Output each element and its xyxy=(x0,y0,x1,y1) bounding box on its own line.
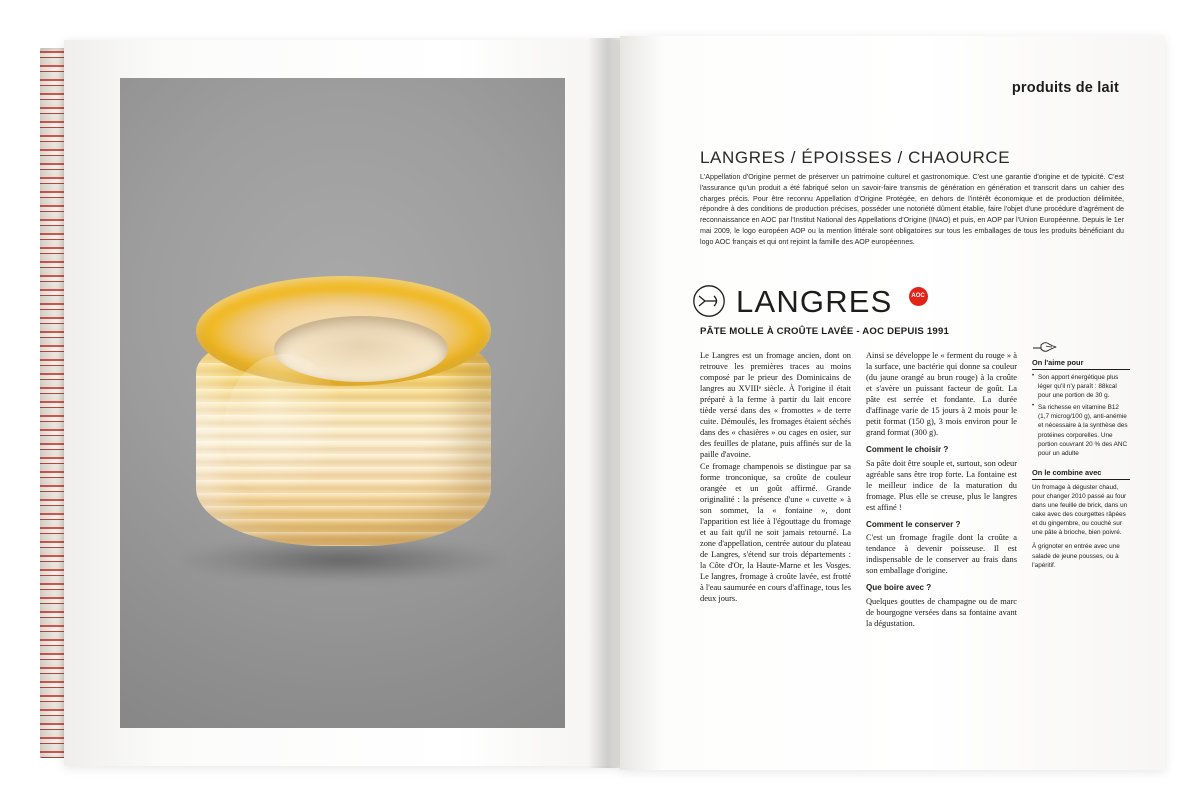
subheading-choisir: Comment le choisir ? xyxy=(866,445,949,454)
paragraph: Le Langres est un fromage ancien, dont on retrouve les premières traces au moins composé par le prieur des Dominicains de langres au XVIIIᵉ siècle. À l'origine il était préparé à la ferme à partir du lait encore tiède versé dans des « fromottes » de terre cuite. Démoulés, les fromages étaient séchés dans des « chasières » ou cages en osier, sur des feuilles de platane, puis affinés sur de la paille d'avoine. xyxy=(700,351,851,459)
cheese-subtitle: PÂTE MOLLE À CROÛTE LAVÉE - AOC DEPUIS 1991 xyxy=(700,326,950,337)
sidebar-title-like: On l'aime pour xyxy=(1032,358,1130,370)
right-page xyxy=(620,36,1165,770)
paragraph: Ainsi se développe le « ferment du rouge » à la surface, une bactérie qui donne sa couleur (du jaune orangé au brun rouge) à la croûte et s'avère un puissant facteur de goût. La pâte est serrée et fondante. La durée d'affinage varie de 15 jours à 2 mois pour le petit format (150 g), 3 mois environ pour le grand format (300 g). xyxy=(866,351,1017,437)
list-item: • Son apport énergétique plus léger qu'il n'y paraît : 88kcal pour une portion de 30 g. xyxy=(1032,373,1130,400)
section-intro-text: L'Appellation d'Origine permet de préserver un patrimoine culturel et gastronomique. C'est une garantie d'origine et de typicité. C'est l'assurance qu'un produit a été fabriqué selon un savoir-faire transmis de génération en génération et transcrit dans un cahier des charges précis. Pour être reconnu Appellation d'Origine Protégée, en dehors de l'intérêt économique et de production délimitée, répondre à des conditions de production précises, posséder une notoriété dûment établie, faire l'objet d'une procédure d'agrément de reconnaissance en AOC par l'Institut National des Appellations d'Origine (INAO) et puis, en AOP par l'Union Européenne. Depuis le 1er mai 2009, le logo européen AOP ou la mention littérale sont obligatoires sur tous les emballages de tous les produits bénéficiant du logo AOC français et qui ont rejoint la famille des AOP européennes. xyxy=(700,173,1124,246)
sidebar-notes xyxy=(1032,340,1130,575)
left-page xyxy=(64,40,620,766)
subheading-conserver: Comment le conserver ? xyxy=(866,519,961,529)
sidebar-title-combine: On le combine avec xyxy=(1032,468,1130,480)
book-page-edges xyxy=(40,48,66,758)
pointing-hand-icon xyxy=(1032,340,1058,354)
paragraph: Ce fromage champenois se distingue par sa forme tronconique, sa croûte de couleur orangée et un goût affirmé. Grande originalité : la présence d'une « cuvette » à son sommet, la « fontaine », dont l'apparition est liée à l'égouttage du fromage et au fait qu'il ne soit jamais retourné. La zone d'appellation, centrée autour du plateau de Langres, s'étend sur trois départements : la Côte d'Or, la Haute-Marne et les Vosges. Le langres, fromage à croûte lavée, est frotté à l'eau saumurée en cours d'affinage, tous les deux jours. xyxy=(700,462,851,603)
cow-icon xyxy=(692,284,726,318)
sidebar-like-list xyxy=(1032,373,1130,458)
subheading-boire: Que boire avec ? xyxy=(866,583,932,593)
langres-cheese-image xyxy=(178,258,508,588)
running-head: produits de lait xyxy=(1011,80,1119,96)
paragraph: Quelques gouttes de champagne ou de marc de bourgogne versées dans sa fontaine avant la dégustation. xyxy=(866,596,1017,628)
section-title: LANGRES / ÉPOISSES / CHAOURCE xyxy=(700,148,1011,167)
paragraph: Sa pâte doit être souple et, surtout, son odeur agréable sans être trop forte. La fontaine est le meilleur indice de la maturation du fromage. Plus elle se creuse, plus le langres est affiné ! xyxy=(866,458,1017,512)
cheese-top-surface xyxy=(196,276,491,386)
cheese-highlight xyxy=(224,354,344,504)
sidebar-combine-paragraph: Un fromage à déguster chaud, pour changer 2010 passé au four dans une feuille de brick, dans un cake avec des courgettes râpées et du gingembre, ou couché sur une pâte à brioche, bien poivré. xyxy=(1032,483,1128,537)
cheese-photograph xyxy=(120,78,565,728)
paragraph: C'est un fromage fragile dont la croûte a tendance à devenir poisseuse. Il est indispensable de le conserver au frais dans son emballage d'origine. xyxy=(866,533,1017,576)
list-item: • Sa richesse en vitamine B12 (1,7 microg/100 g), anti-anémie et nécessaire à la synthèse des protéines corporelles. Une portion couvrant 20 % des ANC pour un adulte xyxy=(1032,403,1130,458)
body-column-2 xyxy=(866,350,1017,629)
body-column-1 xyxy=(700,350,851,604)
sidebar-combine-paragraph: À grignoter en entrée avec une salade de jeune pousses, ou à l'apéritif. xyxy=(1032,543,1120,569)
aoc-badge-icon: AOC xyxy=(909,287,928,306)
book-spread xyxy=(40,22,1165,792)
cheese-heading xyxy=(692,284,1112,318)
cheese-name: LANGRES xyxy=(736,283,893,319)
